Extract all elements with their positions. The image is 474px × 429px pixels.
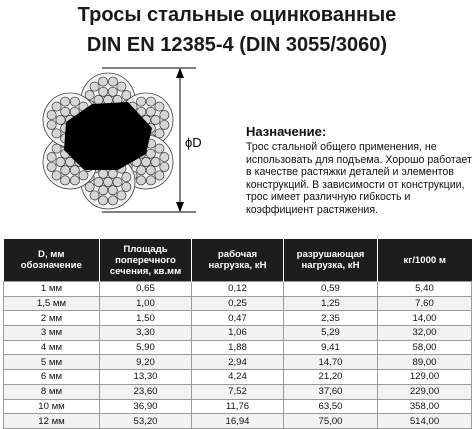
cell-diameter: 2 мм [4,311,100,326]
cell-area: 5,90 [100,340,192,355]
header-line: Площадь [123,243,168,255]
cell-area: 1,00 [100,296,192,311]
wire [108,186,117,195]
header-line: обозначение [20,260,82,271]
header-weight [378,239,472,282]
cell-weight: 7,60 [378,296,472,311]
wire [79,171,88,180]
header-working-load [192,239,284,282]
wire [141,157,150,166]
cell-diameter: 8 мм [4,384,100,399]
cell-breaking-load: 0,59 [284,282,378,297]
wire [108,87,117,96]
wire [99,186,108,195]
wire [90,82,99,91]
header-line: кг/1000 м [403,254,447,266]
cell-working-load: 2,94 [192,355,284,370]
wire [94,95,103,104]
header-line: разрушающая [296,249,365,260]
wire [52,129,61,138]
wire [47,152,56,161]
cell-weight: 58,00 [378,340,472,355]
wire [94,177,103,186]
header-line: D, мм [38,249,65,260]
cell-breaking-load: 75,00 [284,414,378,429]
wire [98,77,107,86]
header-line: поперечного [115,254,176,266]
wire [146,166,155,175]
table-row [4,296,472,311]
wire [70,176,79,185]
wire [113,177,122,186]
cell-diameter: 6 мм [4,370,100,385]
cell-weight: 514,00 [378,414,472,429]
wire [103,177,112,186]
cell-breaking-load: 1,25 [284,296,378,311]
cell-diameter: 1 мм [4,282,100,297]
cell-weight: 89,00 [378,355,472,370]
wire [108,77,117,86]
title-line-2: DIN EN 12385-4 (DIN 3055/3060) [86,34,388,56]
wire [47,162,56,171]
cell-weight: 229,00 [378,384,472,399]
cell-breaking-load: 5,29 [284,326,378,341]
wire [60,97,69,106]
wire [151,157,160,166]
cell-breaking-load: 63,50 [284,399,378,414]
cell-weight: 358,00 [378,399,472,414]
wire [160,152,169,161]
cell-working-load: 0,12 [192,282,284,297]
cell-working-load: 1,88 [192,340,284,355]
cell-working-load: 16,94 [192,414,284,429]
table-row [4,370,472,385]
wire [70,97,79,106]
table-row [4,355,472,370]
wire [136,176,145,185]
header-diameter [4,239,100,282]
purpose-heading: Назначение: [246,124,327,139]
table-row [4,326,472,341]
table-row [4,282,472,297]
diameter-label: ϕD [185,135,202,150]
wire [90,191,99,200]
cell-working-load: 4,24 [192,370,284,385]
cell-weight: 5,40 [378,282,472,297]
header-line: сечения, кв.мм [109,265,182,277]
cell-breaking-load: 21,20 [284,370,378,385]
cell-diameter: 10 мм [4,399,100,414]
wire [155,144,164,153]
cell-weight: 14,00 [378,311,472,326]
cell-working-load: 0,47 [192,311,284,326]
purpose-text: Трос стальной общего применения, не использовать для подъема. Хорошо работает в качестве растяжки деталей и элементов конструкций. В зависимости от конструкции, трос имеет различную гибкость и коэффициент растяжения. [246,141,472,216]
wire [151,115,160,124]
table-row [4,311,472,326]
wire [61,166,70,175]
header-area [100,239,192,282]
wire [122,182,131,191]
cell-weight: 32,00 [378,326,472,341]
cell-area: 23,60 [100,384,192,399]
wire [52,171,61,180]
wire [60,176,69,185]
wire [108,196,117,205]
cell-area: 36,90 [100,399,192,414]
header-breaking-load [284,239,378,282]
purpose-block [246,124,472,216]
table-header-row [4,239,472,282]
cell-weight: 129,00 [378,370,472,385]
wire [137,166,146,175]
cell-breaking-load: 14,70 [284,355,378,370]
title-line-1: Тросы стальные оцинкованные [77,4,397,26]
cell-working-load: 7,52 [192,384,284,399]
wire [160,162,169,171]
wire [160,110,169,119]
cell-area: 13,30 [100,370,192,385]
wire [52,102,61,111]
specification-table [3,239,472,429]
cell-diameter: 5 мм [4,355,100,370]
cell-diameter: 4 мм [4,340,100,355]
wire [146,176,155,185]
cell-area: 1,50 [100,311,192,326]
wire [56,157,65,166]
table-row [4,414,472,429]
cell-breaking-load: 9,41 [284,340,378,355]
wire [160,120,169,129]
wire [70,166,79,175]
cell-area: 3,30 [100,326,192,341]
wire [117,82,126,91]
wire [99,87,108,96]
wire [99,169,108,178]
wire [146,149,155,158]
wire [122,172,131,181]
wire [47,120,56,129]
wire [108,169,117,178]
cell-area: 9,20 [100,355,192,370]
wire [146,97,155,106]
header-line: нагрузка, кН [208,260,267,271]
cell-area: 53,20 [100,414,192,429]
table-row [4,340,472,355]
dimension-arrow-top [176,68,184,78]
cell-breaking-load: 2,35 [284,311,378,326]
cell-working-load: 1,06 [192,326,284,341]
cell-working-load: 11,76 [192,399,284,414]
wire [98,196,107,205]
rope-cross-section-diagram [0,60,240,235]
cell-diameter: 1,5 мм [4,296,100,311]
header-line: нагрузка, кН [301,260,360,271]
wire [47,110,56,119]
table-row [4,384,472,399]
table-row [4,399,472,414]
wire [117,191,126,200]
cell-diameter: 3 мм [4,326,100,341]
wire [155,171,164,180]
cell-breaking-load: 37,60 [284,384,378,399]
cell-area: 0,65 [100,282,192,297]
wire [136,97,145,106]
wire [56,115,65,124]
wire [146,107,155,116]
wire [61,107,70,116]
cell-working-load: 0,25 [192,296,284,311]
dimension-arrow-bottom [176,202,184,212]
header-line: рабочая [217,249,258,260]
wire [155,102,164,111]
cell-diameter: 12 мм [4,414,100,429]
